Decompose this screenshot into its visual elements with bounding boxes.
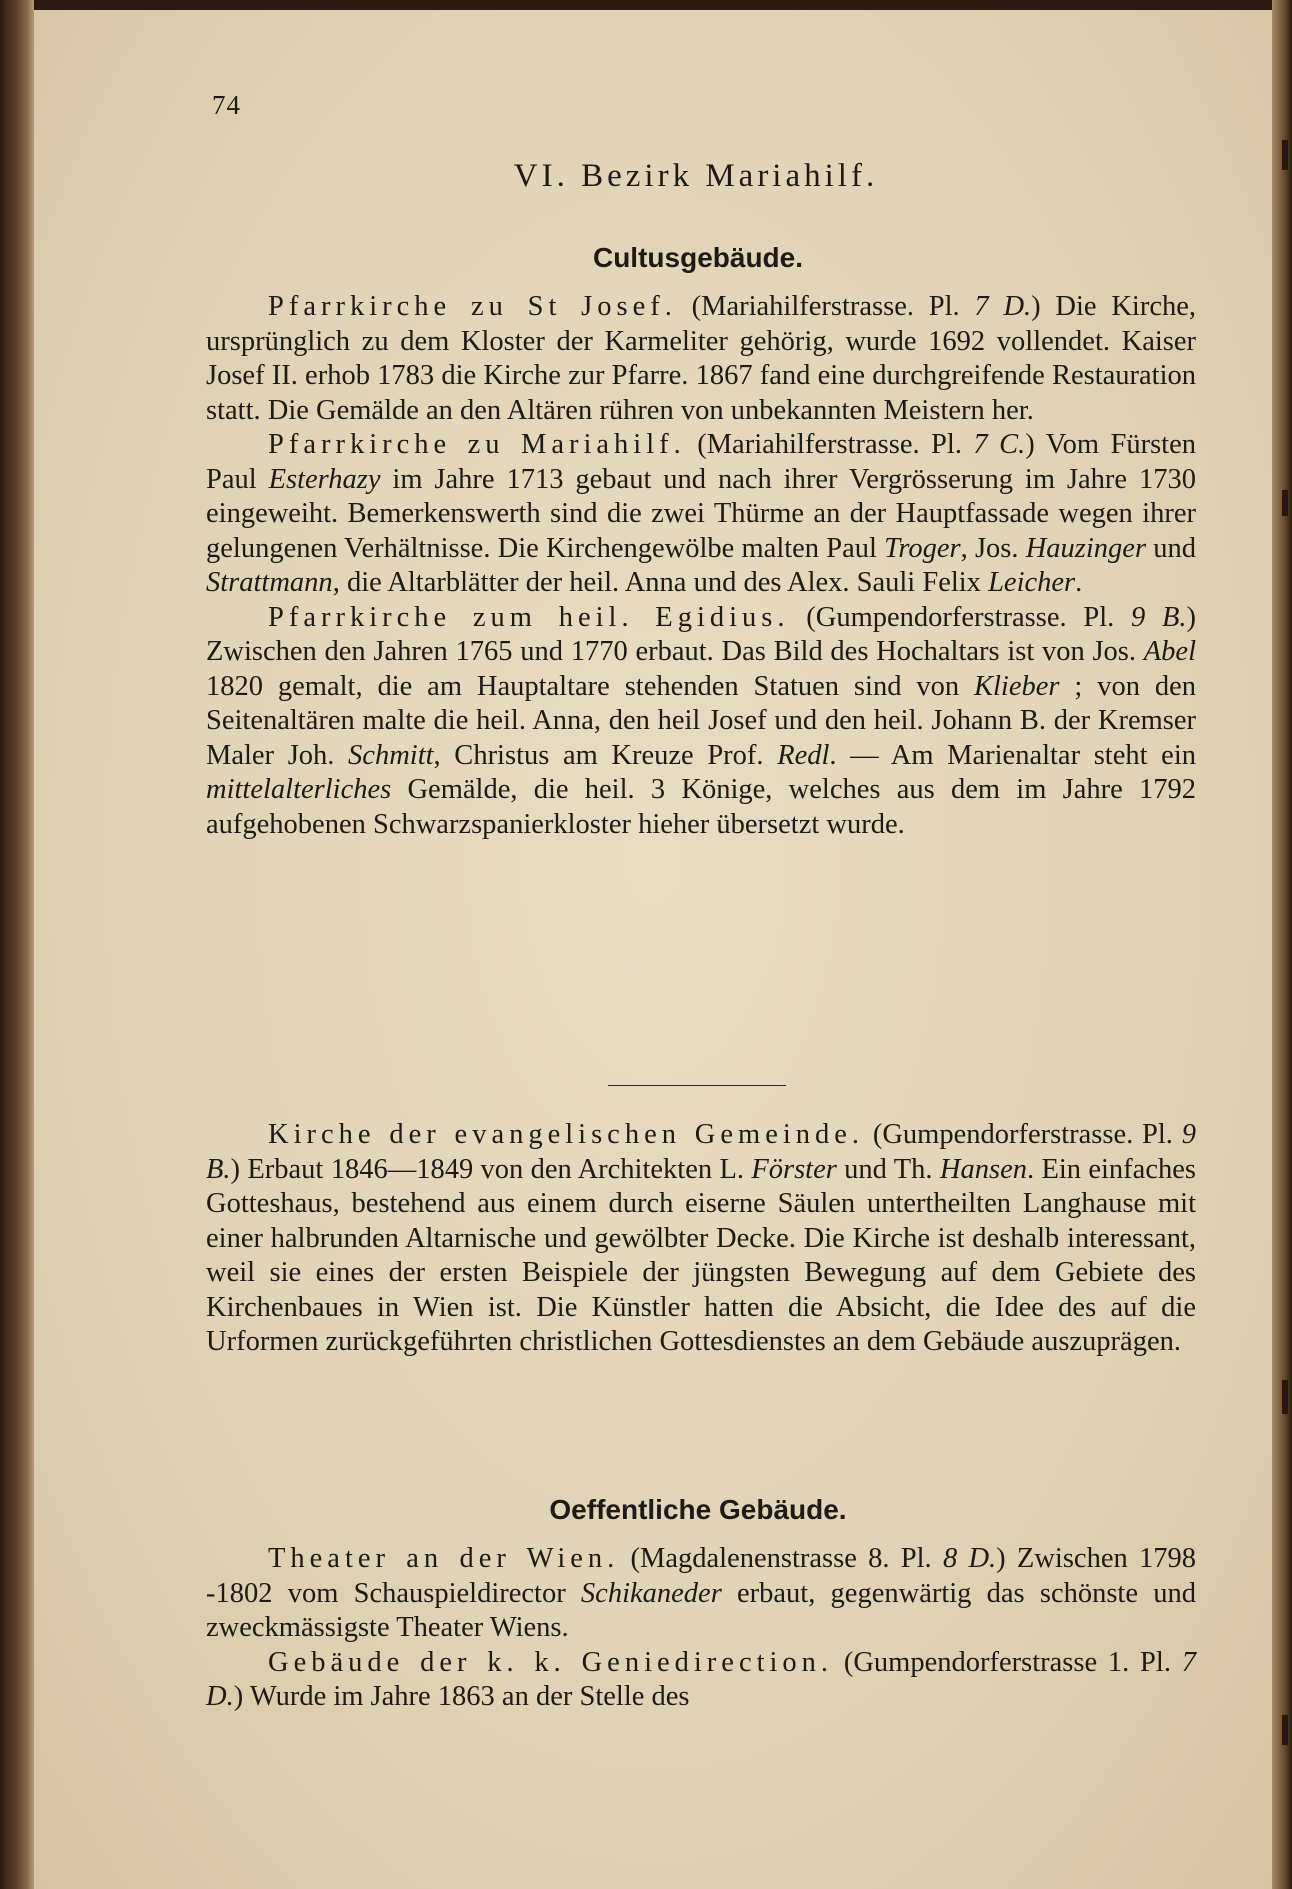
book-binding-left xyxy=(0,0,34,1889)
paragraph-evangelische-kirche xyxy=(206,1118,1196,1360)
paragraph-text: (Gumpendorferstrasse. Pl. xyxy=(864,1119,1182,1150)
entry-title: Pfarrkirche zu St Josef. xyxy=(268,291,677,322)
paragraph-text: ) Erbaut 1846—1849 von den Architekten L. xyxy=(230,1153,752,1185)
paragraph-text: ) Zwischen den Jahren 1765 und 1770 erbaut. Das Bild des Hochaltars ist von Jos. xyxy=(206,601,1196,667)
section-divider xyxy=(608,1085,786,1086)
entry-title: Theater an der Wien. xyxy=(268,1543,620,1574)
person-name: Esterhazy xyxy=(268,463,381,495)
paragraph-geniedirection xyxy=(206,1646,1196,1715)
entry-title: Pfarrkirche zum heil. Egidius. xyxy=(268,601,790,633)
paragraph-text: und xyxy=(1146,532,1196,564)
heading-oeffentliche-gebaeude: Oeffentliche Gebäude. xyxy=(549,1494,847,1525)
text-block-cultus xyxy=(206,290,1196,842)
paragraph-text: ; von den Seitenaltären malte die heil. Anna, den heil Josef und den heil. Johann B. der Kremser Maler Joh. xyxy=(206,670,1196,771)
text-block-oeffentlich xyxy=(206,1542,1196,1715)
plan-reference: 7 D. xyxy=(206,1646,1196,1712)
person-name: Redl xyxy=(777,739,830,771)
paragraph-text: Gemälde, die heil. 3 Könige, welches aus dem im Jahre 1792 aufgehobenen Schwarzspanierkloster hieher übersetzt wurde. xyxy=(206,774,1196,840)
emphasized-term: mittelalterliches xyxy=(206,774,392,805)
paragraph-text: erbaut, gegenwärtig das schönste und zweckmässigste Theater Wiens. xyxy=(206,1577,1196,1643)
paragraph-text: , die Altarblätter der heil. Anna und des Alex. Sauli Felix xyxy=(332,567,989,598)
book-edge-top xyxy=(0,0,1292,10)
paragraph-text: ) Die Kirche, ursprünglich zu dem Kloster der Karmeliter gehörig, wurde 1692 vollendet. Kaiser Josef II. erhob 1783 die Kirche zur Pfarre. 1867 fand eine durchgreifende Restauration statt. Die Gemälde an den Altären rühren von unbekannten Meistern her. xyxy=(206,291,1196,426)
book-edge-right xyxy=(1272,0,1292,1889)
paragraph-text: ) Vom Fürsten Paul xyxy=(206,429,1196,495)
entry-title: Pfarrkirche zu Mariahilf. xyxy=(268,429,686,460)
paragraph-pfarrkirche-egidius xyxy=(206,601,1196,843)
book-page xyxy=(34,10,1272,1889)
paragraph-text: . — Am Marienaltar steht ein xyxy=(829,739,1196,771)
paragraph-theater-an-der-wien xyxy=(206,1542,1196,1646)
plan-reference: 7 C. xyxy=(973,429,1026,460)
plan-reference: 8 D. xyxy=(942,1543,997,1574)
paragraph-text: (Gumpendorferstrasse 1. Pl. xyxy=(833,1646,1182,1678)
page-tab-marker xyxy=(1282,140,1288,170)
plan-reference: 9 B. xyxy=(206,1119,1196,1185)
person-name: Hansen xyxy=(939,1153,1027,1185)
paragraph-text: ) Wurde im Jahre 1863 an der Stelle des xyxy=(233,1681,690,1712)
person-name: Strattmann xyxy=(206,567,333,598)
page-tab-marker xyxy=(1282,1715,1288,1745)
paragraph-text: (Mariahilferstrasse. Pl. xyxy=(676,291,975,322)
person-name: Förster xyxy=(751,1153,837,1185)
paragraph-text: , Christus am Kreuze Prof. xyxy=(433,739,778,771)
person-name: Troger xyxy=(884,532,961,564)
person-name: Klieber xyxy=(973,670,1060,702)
page-tab-marker xyxy=(1282,490,1288,516)
person-name: Leicher xyxy=(988,567,1076,598)
paragraph-text: ) Zwischen 1798 -1802 vom Schauspieldirector xyxy=(206,1543,1196,1609)
plan-reference: 7 D. xyxy=(974,291,1032,322)
person-name: Schikaneder xyxy=(580,1577,722,1609)
paragraph-text: und Th. xyxy=(836,1153,940,1185)
section-title: VI. Bezirk Mariahilf. xyxy=(513,158,879,194)
plan-reference: 9 B. xyxy=(1130,601,1187,633)
text-block-evangelisch xyxy=(206,1118,1196,1360)
page-number: 74 xyxy=(212,90,241,120)
paragraph-text: . xyxy=(1075,567,1083,598)
entry-title: Kirche der evangelischen Gemeinde. xyxy=(268,1119,865,1150)
paragraph-text: , Jos. xyxy=(960,532,1026,564)
paragraph-text: (Gumpendorferstrasse. Pl. xyxy=(789,601,1131,633)
person-name: Schmitt xyxy=(348,739,434,771)
paragraph-text: (Magdalenenstrasse 8. Pl. xyxy=(619,1543,943,1574)
entry-title: Gebäude der k. k. Geniedirection. xyxy=(268,1646,834,1678)
page-tab-marker xyxy=(1282,1380,1288,1414)
heading-cultusgebaeude: Cultusgebäude. xyxy=(592,242,803,273)
paragraph-text: (Mariahilferstrasse. Pl. xyxy=(685,429,974,460)
paragraph-text: im Jahre 1713 gebaut und nach ihrer Vergrösserung im Jahre 1730 eingeweiht. Bemerkenswerth sind die zwei Thürme an der Hauptfassade wegen ihrer gelungenen Verhältnisse. Die Kirchengewölbe malten Paul xyxy=(206,463,1196,564)
paragraph-pfarrkirche-st-josef xyxy=(206,290,1196,428)
paragraph-text: 1820 gemalt, die am Hauptaltare stehenden Statuen sind von xyxy=(206,670,974,702)
paragraph-text: . Ein einfaches Gotteshaus, bestehend aus einem durch eiserne Säulen untertheilten Langhause mit einer halbrunden Altarnische und gewölbter Decke. Die Kirche ist deshalb interessant, weil sie eines der ersten Beispiele der jüngsten Bewegung auf dem Gebiete des Kirchenbaues in Wien ist. Die Künstler hatten die Absicht, die Idee des auf die Urformen zurückgeführten christlichen Gottesdienstes an dem Gebäude auszuprägen. xyxy=(206,1153,1196,1357)
paragraph-pfarrkirche-mariahilf xyxy=(206,428,1196,601)
person-name: Hauzinger xyxy=(1025,532,1147,564)
person-name: Abel xyxy=(1143,636,1196,667)
